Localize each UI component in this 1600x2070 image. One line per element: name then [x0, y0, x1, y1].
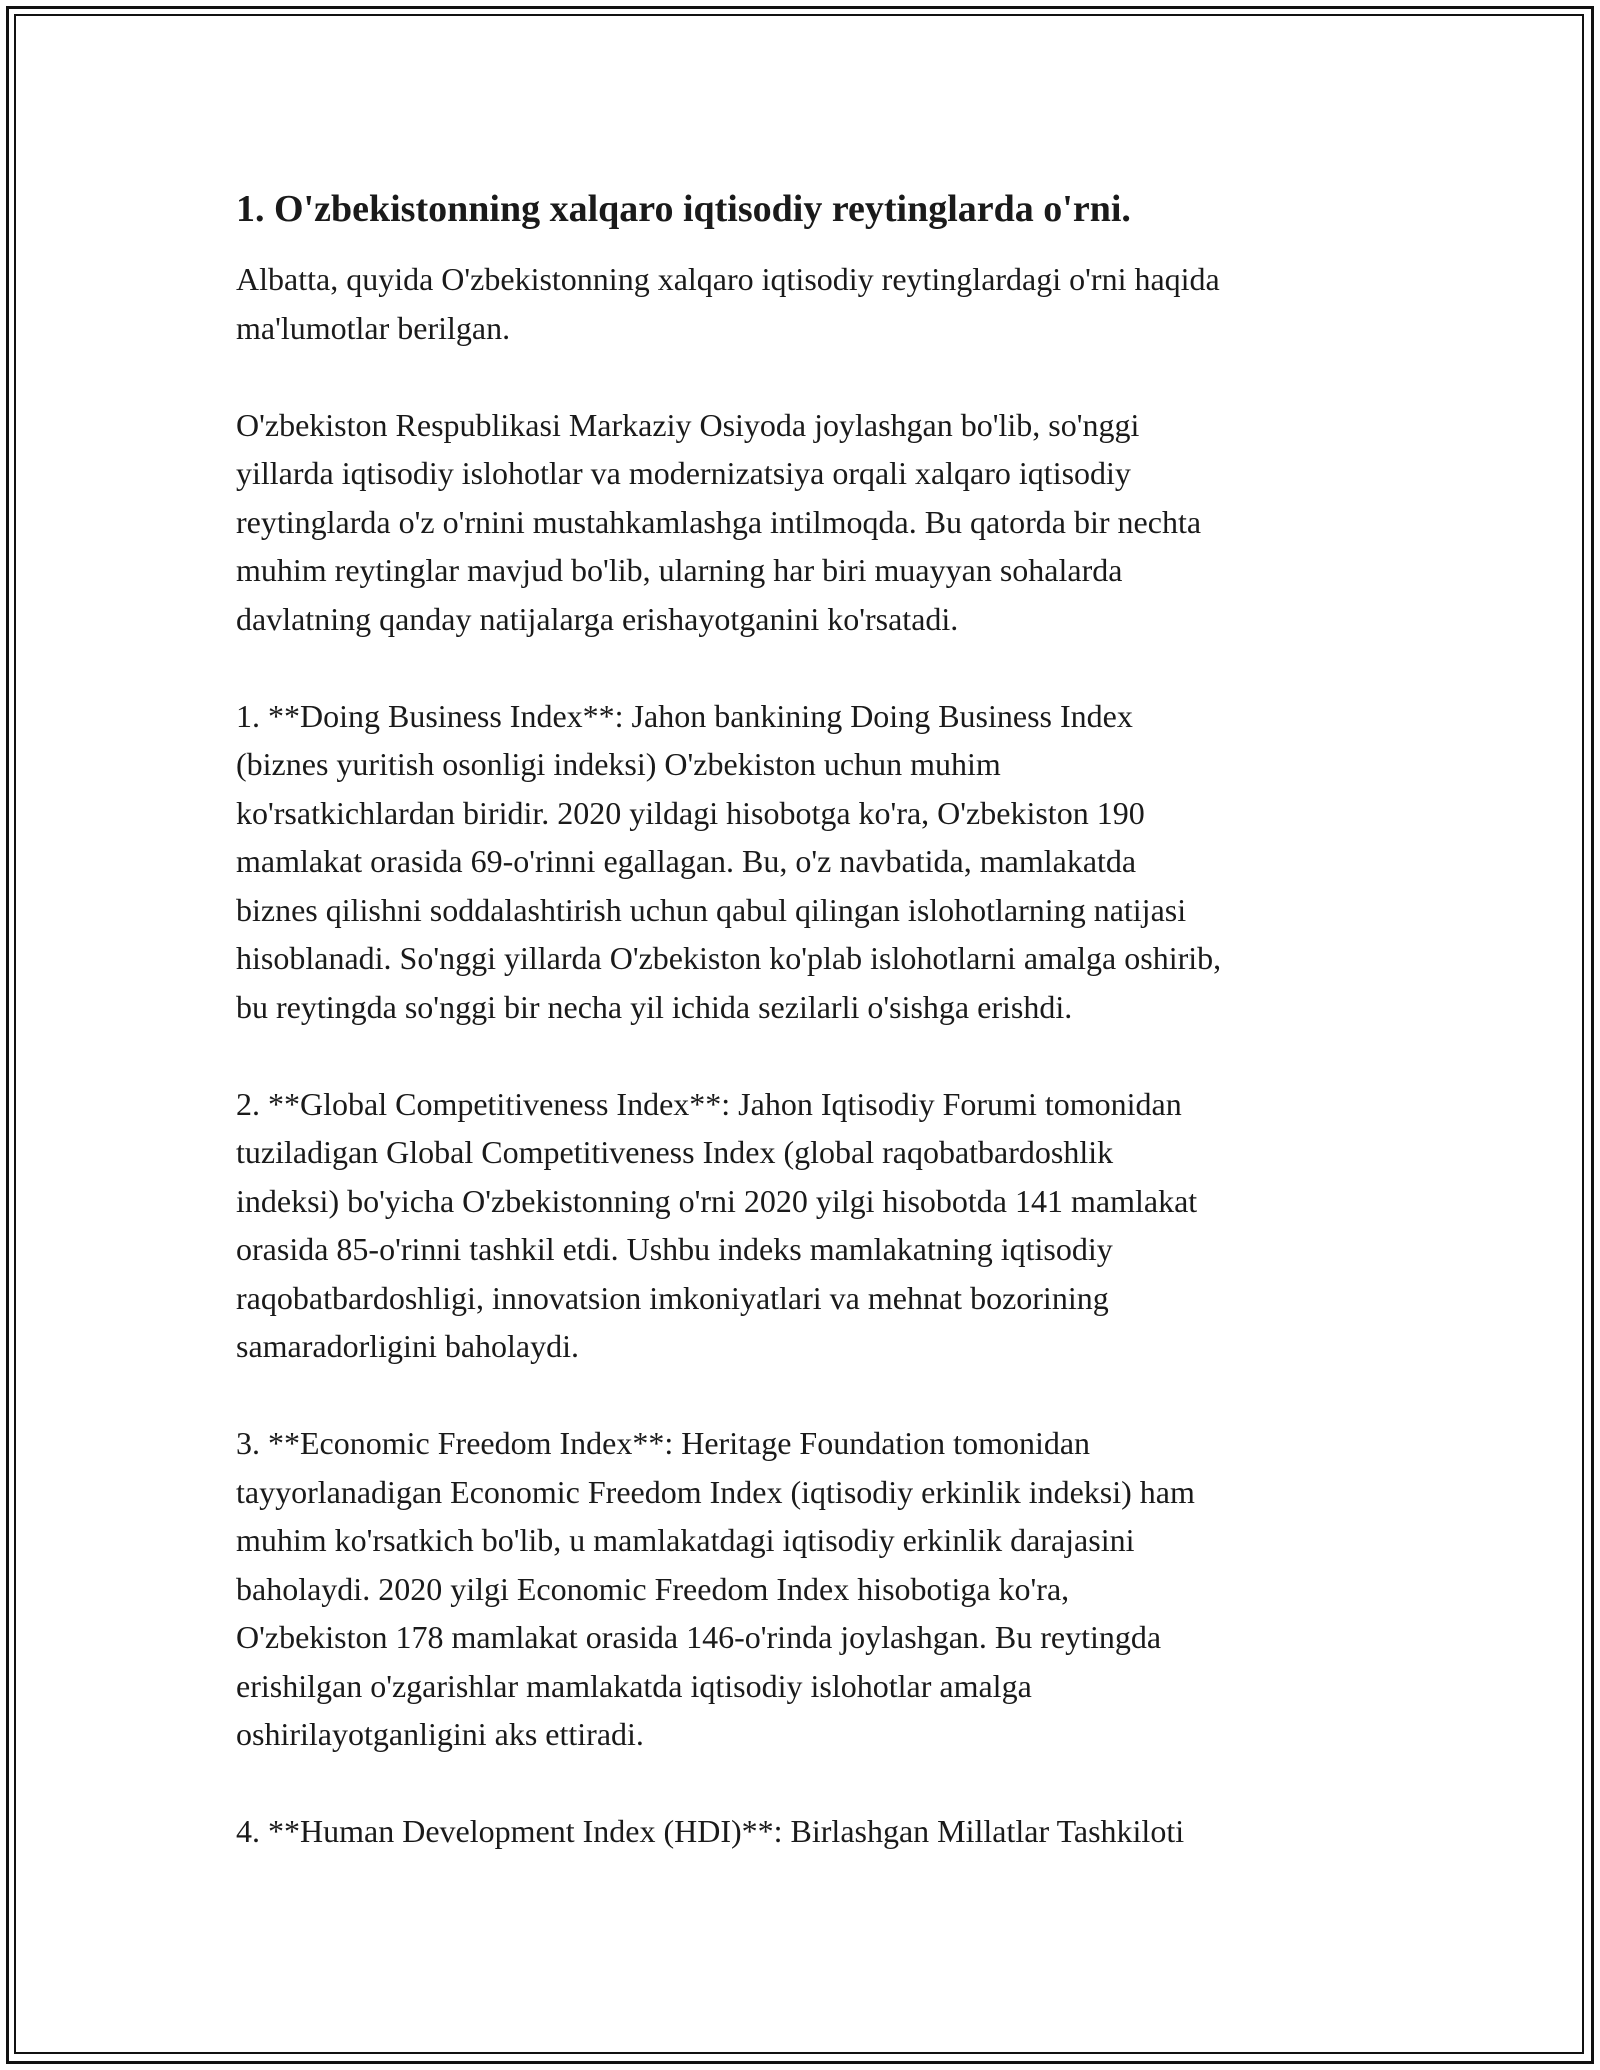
document-title: 1. O'zbekistonning xalqaro iqtisodiy reytinglarda o'rni.: [236, 188, 1131, 230]
paragraph: [236, 401, 1396, 644]
text-line: raqobatbardoshligi, innovatsion imkoniyatlari va mehnat bozorining: [236, 1279, 1109, 1316]
text-line: 4. **Human Development Index (HDI)**: Birlashgan Millatlar Tashkiloti: [236, 1813, 1185, 1849]
text-line: oshirilayotganligini aks ettiradi.: [236, 1716, 644, 1752]
document-body: [236, 185, 1396, 1904]
paragraph: [236, 255, 1396, 352]
text-line: yillarda iqtisodiy islohotlar va modernizatsiya orqali xalqaro iqtisodiy: [236, 455, 1131, 491]
text-line: muhim reytinglar mavjud bo'lib, ularning har biri muayyan sohalarda: [236, 552, 1123, 588]
text-line: (biznes yuritish osonligi indeksi) O'zbekiston uchun muhim: [236, 746, 1001, 782]
text-line: ma'lumotlar berilgan.: [236, 309, 511, 346]
paragraph: [236, 1807, 1396, 1856]
text-line: mamlakat orasida 69-o'rinni egallagan. Bu, o'z navbatida, mamlakatda: [236, 843, 1137, 879]
text-line: orasida 85-o'rinni tashkil etdi. Ushbu indeks mamlakatning iqtisodiy: [236, 1231, 1113, 1267]
text-line: davlatning qanday natijalarga erishayotganini ko'rsatadi.: [236, 600, 959, 637]
text-line: indeksi) bo'yicha O'zbekistonning o'rni 2020 yilgi hisobotda 141 mamlakat: [236, 1182, 1198, 1219]
text-line: muhim ko'rsatkich bo'lib, u mamlakatdagi iqtisodiy erkinlik darajasini: [236, 1522, 1135, 1558]
paragraph: [236, 1419, 1396, 1759]
paragraph: [236, 692, 1396, 1032]
text-line: O'zbekiston 178 mamlakat orasida 146-o'rinda joylashgan. Bu reytingda: [236, 1619, 1162, 1655]
text-line: O'zbekiston Respublikasi Markaziy Osiyoda joylashgan bo'lib, so'nggi: [236, 406, 1140, 443]
text-line: 3. **Economic Freedom Index**: Heritage Foundation tomonidan: [236, 1425, 1091, 1461]
text-line: bu reytingda so'nggi bir necha yil ichida sezilarli o'sishga erishdi.: [236, 988, 1073, 1025]
text-line: Albatta, quyida O'zbekistonning xalqaro iqtisodiy reytinglardagi o'rni haqida: [236, 261, 1220, 297]
text-line: biznes qilishni soddalashtirish uchun qabul qilingan islohotlarning natijasi: [236, 891, 1187, 928]
text-line: hisoblanadi. So'nggi yillarda O'zbekiston ko'plab islohotlarni amalga oshirib,: [236, 940, 1222, 976]
text-line: 1. **Doing Business Index**: Jahon bankining Doing Business Index: [236, 697, 1133, 734]
text-line: 2. **Global Competitiveness Index**: Jahon Iqtisodiy Forumi tomonidan: [236, 1085, 1182, 1122]
text-line: tuziladigan Global Competitiveness Index (global raqobatbardoshlik: [236, 1134, 1114, 1170]
text-line: samaradorligini baholaydi.: [236, 1328, 580, 1364]
text-line: ko'rsatkichlardan biridir. 2020 yildagi hisobotga ko'ra, O'zbekiston 190: [236, 794, 1145, 831]
text-line: tayyorlanadigan Economic Freedom Index (iqtisodiy erkinlik indeksi) ham: [236, 1473, 1195, 1510]
paragraph: [236, 1080, 1396, 1371]
text-line: erishilgan o'zgarishlar mamlakatda iqtisodiy islohotlar amalga: [236, 1667, 1032, 1704]
text-line: reytinglarda o'z o'rnini mustahkamlashga intilmoqda. Bu qatorda bir nechta: [236, 503, 1202, 540]
paragraph-list: [236, 255, 1396, 1856]
text-line: baholaydi. 2020 yilgi Economic Freedom Index hisobotiga ko'ra,: [236, 1570, 1070, 1607]
